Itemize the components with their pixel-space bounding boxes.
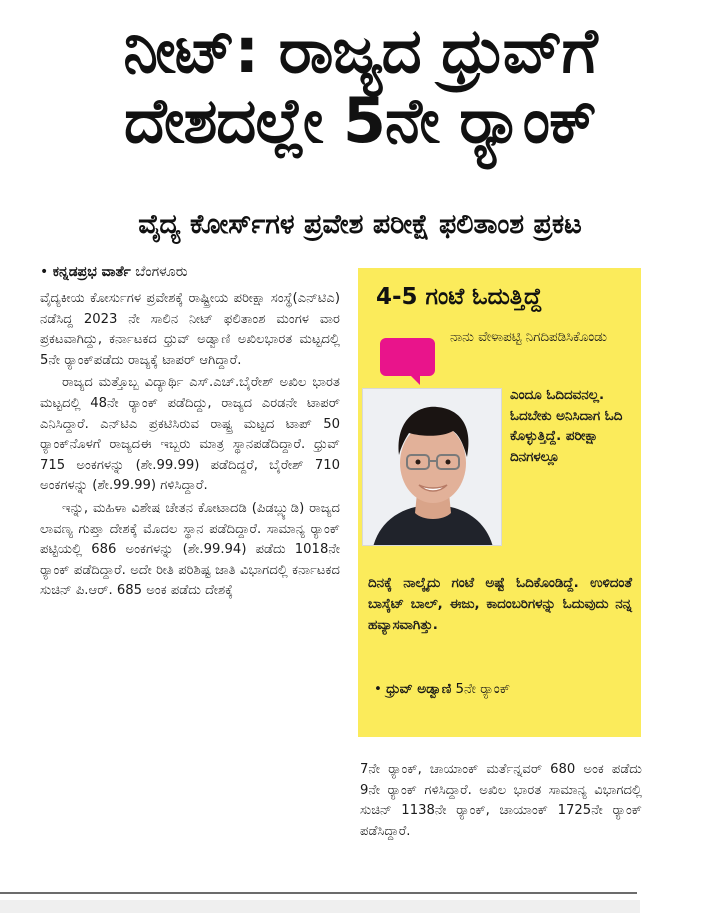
byline bbox=[40, 263, 188, 281]
article-paragraph-3: ಇನ್ನು, ಮಹಿಳಾ ವಿಶೇಷ ಚೇತನ ಕೋಟಾದಡಿ (ಪಿಡಬ್ಲ್ಯುಡಿ) ರಾಜ್ಯದ ಲಾವಣ್ಯ ಗುಪ್ತಾ ದೇಶಕ್ಕೆ ಮೊದಲ ಸ್ಥಾನ ಪಡೆದಿದ್ದಾರೆ. ಸಾಮಾನ್ಯ ರ್‍ಯಾಂಕ್ ಪಟ್ಟಿಯಲ್ಲಿ 686 ಅಂಕಗಳನ್ನು (ಶೇ.99.94) ಪಡೆದು 1018ನೇ ರ್‍ಯಾಂಕ್ ಪಡೆದಿದ್ದಾರೆ. ಅದೇ ರೀತಿ ಪರಿಶಿಷ್ಟ ಜಾತಿ ವಿಭಾಗದಲ್ಲಿ ಕರ್ನಾಟಕದ ಸುಚಿನ್ ಪಿ.ಆರ್. 685 ಅಂಕ ಪಡೆದು ದೇಶಕ್ಕೆ bbox=[40, 500, 340, 599]
speech-bubble-icon bbox=[380, 338, 435, 376]
sidebar-panel bbox=[358, 268, 641, 737]
quote-intro: ನಾನು ವೇಳಾಪಟ್ಟಿ ನಿಗದಿಪಡಿಸಿಕೊಂಡು bbox=[450, 330, 607, 345]
subheadline: ವೈದ್ಯ ಕೋರ್ಸ್‌ಗಳ ಪ್ರವೇಶ ಪರೀಕ್ಷೆ ಫಲಿತಾಂಶ ಪ್ರಕಟ bbox=[138, 209, 582, 240]
student-photo bbox=[362, 388, 502, 546]
quote-bottom-text: ದಿನಕ್ಕೆ ನಾಲ್ಕೈದು ಗಂಟೆ ಅಷ್ಟೆ ಓದಿಕೊಂಡಿದ್ದೆ. ಉಳಿದಂತೆ ಬಾಸ್ಕೆಟ್ ಬಾಲ್, ಈಜು, ಕಾದಂಬರಿಗಳನ್ನು ಓದುವುದು ನನ್ನ ಹವ್ಯಾಸವಾಗಿತ್ತು. bbox=[368, 576, 632, 633]
page-bottom-strip bbox=[0, 900, 640, 913]
caption-bullet: • bbox=[374, 682, 382, 697]
quote-side-text: ಎಂದೂ ಓದಿದವನಲ್ಲ. ಓದಬೇಕು ಅನಿಸಿದಾಗ ಓದಿ ಕೊಳ್ಳುತ್ತಿದ್ದೆ. ಪರೀಕ್ಷಾ ದಿನಗಳಲ್ಲೂ bbox=[510, 388, 623, 465]
headline-line-1: ನೀಟ್: ರಾಜ್ಯದ ಧ್ರುವ್‌ಗೆ bbox=[123, 14, 597, 87]
article-left-column bbox=[40, 289, 340, 602]
article-paragraph-2: ರಾಜ್ಯದ ಮತ್ತೊಬ್ಬ ವಿದ್ಯಾರ್ಥಿ ಎಸ್.ಎಚ್.ಬೈರೇಶ್ ಅಖಿಲ ಭಾರತ ಮಟ್ಟದಲ್ಲಿ 48ನೇ ರ್‍ಯಾಂಕ್ ಪಡೆದಿದ್ದು, ರಾಜ್ಯದ ಎರಡನೇ ಟಾಪರ್ ಎನಿಸಿದ್ದಾರೆ. ಎನ್‌ಟಿಎ ಪ್ರಕಟಿಸಿರುವ ರಾಷ್ಟ್ರ ಮಟ್ಟದ ಟಾಪ್ 50 ರ್‍ಯಾಂಕ್‌ನೊಳಗೆ ರಾಜ್ಯದಈ ಇಬ್ಬರು ಮಾತ್ರ ಸ್ಥಾನಪಡೆದಿದ್ದಾರೆ. ಧ್ರುವ್ 715 ಅಂಕಗಳನ್ನು (ಶೇ.99.99) ಪಡೆದಿದ್ದರೆ, ಬೈರೇಶ್ 710 ಅಂಕಗಳನ್ನು (ಶೇ.99.99) ಗಳಿಸಿದ್ದಾರೆ. bbox=[40, 375, 340, 494]
article-right-column bbox=[360, 760, 642, 842]
article-paragraph-1: ವೈದ್ಯಕೀಯ ಕೋರ್ಸುಗಳ ಪ್ರವೇಶಕ್ಕೆ ರಾಷ್ಟ್ರೀಯ ಪರೀಕ್ಷಾ ಸಂಸ್ಥೆ(ಎನ್‌ಟಿಎ) ನಡೆಸಿದ್ದ 2023 ನೇ ಸಾಲಿನ ನೀಟ್ ಫಲಿತಾಂಶ ಮಂಗಳ ವಾರ ಪ್ರಕಟವಾಗಿದ್ದು, ಕರ್ನಾಟಕದ ಧ್ರುವ್ ಅಡ್ವಾಣಿ ಅಖಿಲಭಾರತ ಮಟ್ಟದಲ್ಲಿ 5ನೇ ರ್‍ಯಾಂಕ್‌ಪಡೆದು ರಾಜ್ಯಕ್ಕೆ ಟಾಪರ್ ಆಗಿದ್ದಾರೆ. bbox=[40, 291, 340, 368]
photo-caption bbox=[374, 680, 634, 700]
headline-line-2: ದೇಶದಲ್ಲೇ 5ನೇ ರ್‍ಯಾಂಕ್ bbox=[123, 84, 597, 157]
caption-rank: 5ನೇ ರ್‍ಯಾಂಕ್ bbox=[455, 682, 511, 697]
byline-bullet: • bbox=[40, 264, 49, 280]
portrait-image bbox=[363, 389, 502, 546]
caption-name: ಧ್ರುವ್ ಅಡ್ವಾಣಿ bbox=[386, 682, 452, 697]
page-bottom-rule bbox=[0, 892, 637, 894]
headline bbox=[40, 16, 680, 156]
byline-source: ಕನ್ನಡಪ್ರಭ ವಾರ್ತೆ bbox=[52, 264, 131, 280]
byline-place: ಬೆಂಗಳೂರು bbox=[135, 264, 188, 280]
article-paragraph-4: 7ನೇ ರ್‍ಯಾಂಕ್, ಚಾಯಾಂಕ್ ಮರ್ತೆನ್ನವರ್ 680 ಅಂಕ ಪಡೆದು 9ನೇ ರ್‍ಯಾಂಕ್ ಗಳಿಸಿದ್ದಾರೆ. ಅಖಿಲ ಭಾರತ ಸಾಮಾನ್ಯ ವಿಭಾಗದಲ್ಲಿ ಸುಚಿನ್ 1138ನೇ ರ್‍ಯಾಂಕ್, ಚಾಯಾಂಕ್ 1725ನೇ ರ್‍ಯಾಂಕ್ ಪಡೆಸಿದ್ದಾರೆ. bbox=[360, 762, 642, 839]
sidebar-title: 4-5 ಗಂಟೆ ಓದುತ್ತಿದ್ದೆ bbox=[376, 284, 542, 310]
